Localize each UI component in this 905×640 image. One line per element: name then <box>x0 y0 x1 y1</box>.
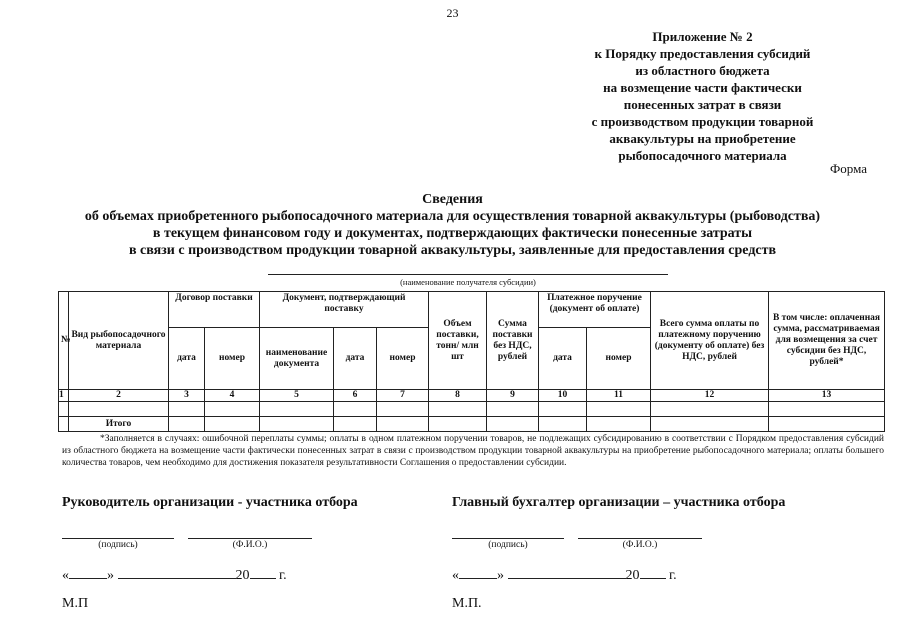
day-blank[interactable] <box>459 566 497 579</box>
accountant-name-line[interactable] <box>578 538 702 539</box>
table-cell[interactable] <box>487 417 539 432</box>
name-caption: (Ф.И.О.) <box>622 540 658 550</box>
data-table <box>58 291 885 432</box>
year-blank[interactable] <box>250 566 276 579</box>
column-number: 13 <box>769 390 885 402</box>
table-cell[interactable] <box>377 417 429 432</box>
table-cell[interactable] <box>769 417 885 432</box>
title-line: в связи с производством продукции товарной аквакультуры, заявленные для предоставления средств <box>128 243 777 258</box>
appendix-line: рыбопосадочного материала <box>618 148 787 163</box>
table-cell[interactable] <box>205 417 260 432</box>
year-prefix: 20 <box>235 568 250 583</box>
col-header-including: В том числе: оплаченная сумма, рассматриваемая для возмещения за счет субсидии без НДС, рублей* <box>769 292 885 390</box>
column-number: 12 <box>651 390 769 402</box>
head-signature-line[interactable] <box>62 538 174 539</box>
column-number-row <box>59 390 885 402</box>
stamp-place-label: М.П. <box>452 596 482 611</box>
table-cell[interactable] <box>260 417 334 432</box>
table-cell[interactable] <box>769 402 885 417</box>
header-row <box>59 292 885 328</box>
column-number: 11 <box>587 390 651 402</box>
col-header-type: Вид рыбопосадочного материала <box>69 292 169 390</box>
column-number: 2 <box>69 390 169 402</box>
recipient-name-line[interactable] <box>268 274 668 275</box>
col-header-document-number: номер <box>377 328 429 390</box>
col-header-no: № <box>59 292 69 390</box>
form-label: Форма <box>830 161 867 176</box>
appendix-line: на возмещение части фактически <box>603 80 802 95</box>
table-cell[interactable] <box>59 402 69 417</box>
col-group-payment: Платежное поручение (документ об оплате) <box>539 292 651 328</box>
name-caption: (Ф.И.О.) <box>232 540 268 550</box>
table-cell[interactable] <box>377 402 429 417</box>
appendix-heading <box>560 28 845 164</box>
col-header-document-date: дата <box>334 328 377 390</box>
table-cell[interactable] <box>69 402 169 417</box>
col-header-contract-date: дата <box>169 328 205 390</box>
col-group-document: Документ, подтверждающий поставку <box>260 292 429 328</box>
table-cell[interactable] <box>169 402 205 417</box>
date-open-quote: « <box>452 568 459 583</box>
total-row <box>59 417 885 432</box>
year-suffix: г. <box>279 568 287 583</box>
year-prefix: 20 <box>625 568 640 583</box>
month-blank[interactable] <box>118 566 236 579</box>
column-number: 8 <box>429 390 487 402</box>
appendix-line: из областного бюджета <box>635 63 770 78</box>
total-label: Итого <box>69 417 169 432</box>
table-cell[interactable] <box>260 402 334 417</box>
table-cell <box>59 417 69 432</box>
col-header-document-name: наименование документа <box>260 328 334 390</box>
title-line: в текущем финансовом году и документах, подтверждающих фактически понесенные затраты <box>152 226 753 241</box>
table-cell[interactable] <box>429 417 487 432</box>
date-close-quote: » <box>497 568 504 583</box>
col-header-contract-number: номер <box>205 328 260 390</box>
col-header-total-paid: Всего сумма оплаты по платежному поручению (документу об оплате) без НДС, рублей <box>651 292 769 390</box>
year-blank[interactable] <box>640 566 666 579</box>
month-blank[interactable] <box>508 566 626 579</box>
table-cell[interactable] <box>334 417 377 432</box>
table-cell[interactable] <box>587 417 651 432</box>
appendix-line: Приложение № 2 <box>652 29 753 44</box>
document-title <box>0 191 905 259</box>
head-name-line[interactable] <box>188 538 312 539</box>
signature-caption: (подпись) <box>488 540 528 550</box>
table-row <box>59 402 885 417</box>
column-number: 9 <box>487 390 539 402</box>
table-cell[interactable] <box>539 417 587 432</box>
footnote: *Заполняется в случаях: ошибочной переплаты суммы; оплаты в одном платежном поручении товаров, не подлежащих субсидированию в соответствии с Порядком предоставления субсидий из областного бюджета на возмещение части фактически понесенных затрат в связи с производством продукции товарной аквакультуры на приобретение рыбопосадочного материала; оплаты большего количества товаров, чем необходимо для достижения показателя результативности Соглашения о предоставлении субсидии. <box>62 434 884 468</box>
table-cell[interactable] <box>587 402 651 417</box>
col-header-volume: Объем поставки, тонн/ млн шт <box>429 292 487 390</box>
table-cell[interactable] <box>169 417 205 432</box>
title-line: Сведения <box>422 192 483 207</box>
column-number: 10 <box>539 390 587 402</box>
accountant-signature-line[interactable] <box>452 538 564 539</box>
column-number: 7 <box>377 390 429 402</box>
table-cell[interactable] <box>651 417 769 432</box>
accountant-signature-title: Главный бухгалтер организации – участника отбора <box>452 495 786 510</box>
column-number: 1 <box>59 390 69 402</box>
appendix-line: с производством продукции товарной <box>591 114 814 129</box>
signature-caption: (подпись) <box>98 540 138 550</box>
head-signature-title: Руководитель организации - участника отбора <box>62 495 358 510</box>
year-suffix: г. <box>669 568 677 583</box>
col-header-sum: Сумма поставки без НДС, рублей <box>487 292 539 390</box>
col-header-payment-date: дата <box>539 328 587 390</box>
column-number: 4 <box>205 390 260 402</box>
stamp-place-label: М.П <box>62 596 89 611</box>
table-cell[interactable] <box>429 402 487 417</box>
appendix-line: к Порядку предоставления субсидий <box>594 46 811 61</box>
col-group-contract: Договор поставки <box>169 292 260 328</box>
date-close-quote: » <box>107 568 114 583</box>
title-line: об объемах приобретенного рыбопосадочного материала для осуществления товарной аквакультуры (рыбоводства) <box>84 209 821 224</box>
table-cell[interactable] <box>487 402 539 417</box>
table-cell[interactable] <box>539 402 587 417</box>
table-cell[interactable] <box>334 402 377 417</box>
table-cell[interactable] <box>651 402 769 417</box>
appendix-line: аквакультуры на приобретение <box>609 131 796 146</box>
head-date-field[interactable] <box>62 566 287 584</box>
column-number: 6 <box>334 390 377 402</box>
date-open-quote: « <box>62 568 69 583</box>
accountant-date-field[interactable] <box>452 566 677 584</box>
column-number: 3 <box>169 390 205 402</box>
day-blank[interactable] <box>69 566 107 579</box>
col-header-payment-number: номер <box>587 328 651 390</box>
column-number: 5 <box>260 390 334 402</box>
page-number: 23 <box>446 6 459 20</box>
table-cell[interactable] <box>205 402 260 417</box>
recipient-caption: (наименование получателя субсидии) <box>400 277 536 287</box>
appendix-line: понесенных затрат в связи <box>623 97 782 112</box>
